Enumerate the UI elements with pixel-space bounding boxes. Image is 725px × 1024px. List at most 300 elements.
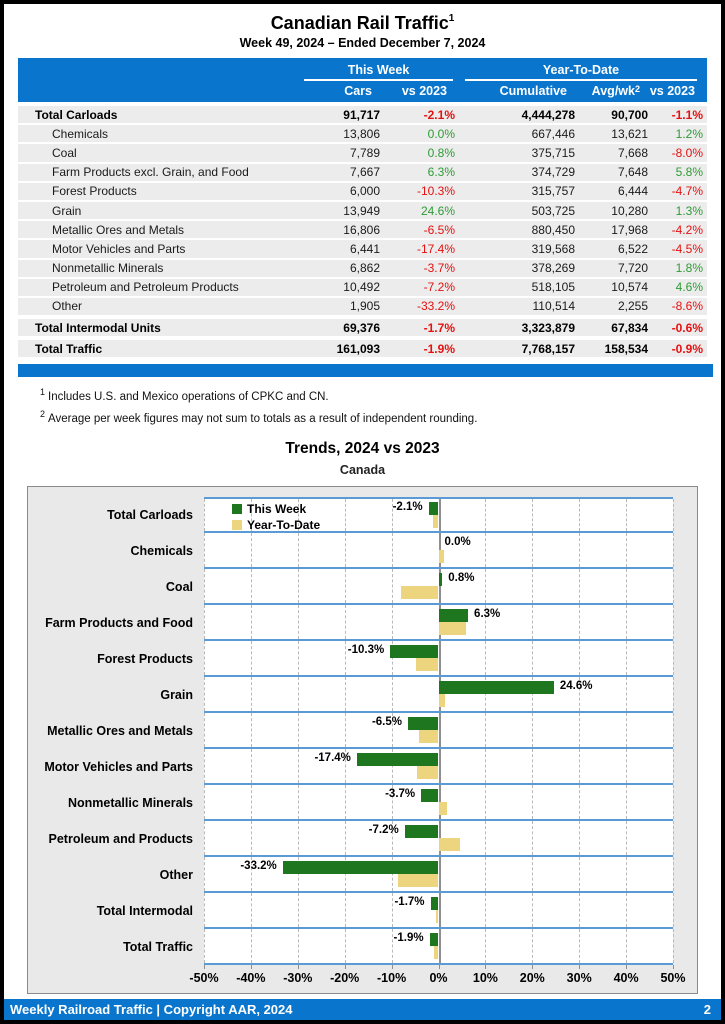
x-tick-label: -20% xyxy=(330,971,360,986)
gridline xyxy=(579,569,580,603)
gridline xyxy=(298,569,299,603)
chart-title: Trends, 2024 vs 2023 xyxy=(285,440,440,458)
row-label: Nonmetallic Minerals xyxy=(52,261,164,276)
gridline xyxy=(251,749,252,783)
cell-cumulative: 374,729 xyxy=(531,165,575,180)
gridline xyxy=(532,893,533,927)
chart-plot-cell xyxy=(204,713,673,749)
gridline xyxy=(204,713,205,747)
gridline xyxy=(345,533,346,567)
avg-wk-text: Avg/wk xyxy=(591,84,635,98)
cell-ytd-vs2023: -0.9% xyxy=(671,341,703,356)
row-label: Other xyxy=(52,299,83,314)
gridline xyxy=(532,785,533,819)
gridline xyxy=(392,929,393,963)
header-spacer xyxy=(18,63,256,81)
chart-category-label: Forest Products xyxy=(97,652,193,667)
table-body xyxy=(18,106,707,357)
cell-cars: 91,717 xyxy=(343,107,380,122)
gridline xyxy=(485,641,486,675)
gridline xyxy=(579,713,580,747)
cell-week-vs2023: -3.7% xyxy=(423,261,455,276)
table-row xyxy=(18,125,707,142)
cell-ytd-vs2023: -4.2% xyxy=(671,222,703,237)
gridline xyxy=(251,821,252,855)
gridline xyxy=(532,569,533,603)
trends-bar-chart xyxy=(27,486,698,994)
footnote-ref: 2 xyxy=(40,409,46,420)
cell-cumulative: 319,568 xyxy=(531,241,575,256)
bar-value-label: -10.3% xyxy=(347,644,385,657)
cell-cars: 7,667 xyxy=(349,165,380,180)
cell-cars: 13,949 xyxy=(343,203,380,218)
chart-plot-cell xyxy=(204,821,673,857)
gridline xyxy=(626,713,627,747)
cell-week-vs2023: 6.3% xyxy=(427,165,455,180)
gridline xyxy=(673,893,674,927)
gridline xyxy=(532,533,533,567)
cell-week-vs2023: -17.4% xyxy=(416,241,455,256)
gridline xyxy=(345,641,346,675)
gridline xyxy=(579,605,580,639)
column-header-week-vs2023: vs 2023 xyxy=(401,84,447,98)
zero-axis-line xyxy=(439,893,441,927)
chart-category-label: Farm Products and Food xyxy=(45,616,193,631)
cell-avg-wk: 67,834 xyxy=(611,320,648,335)
bar-this-week xyxy=(439,573,443,586)
cell-avg-wk: 7,648 xyxy=(617,165,648,180)
x-tick-mark xyxy=(626,965,627,969)
legend-label: Year-To-Date xyxy=(247,518,321,533)
bar-year-to-date xyxy=(439,802,447,815)
cell-cars: 1,905 xyxy=(349,299,380,314)
x-tick-mark xyxy=(204,965,205,969)
column-header-avg-wk xyxy=(575,84,648,98)
bar-this-week xyxy=(390,645,438,658)
gridline xyxy=(579,533,580,567)
gridline xyxy=(485,821,486,855)
chart-row xyxy=(28,677,697,713)
chart-category-label: Coal xyxy=(165,580,193,595)
legend-item xyxy=(232,502,320,516)
cell-cumulative: 667,446 xyxy=(531,126,575,141)
cell-avg-wk: 10,280 xyxy=(611,203,648,218)
chart-category-label: Total Carloads xyxy=(107,508,193,523)
table-header-groups xyxy=(18,63,707,81)
cell-cumulative: 3,323,879 xyxy=(521,320,575,335)
bar-this-week xyxy=(283,861,439,874)
gridline xyxy=(673,749,674,783)
gridline xyxy=(626,499,627,531)
cell-avg-wk: 158,534 xyxy=(604,341,648,356)
cell-week-vs2023: -7.2% xyxy=(423,280,455,295)
cell-cumulative: 503,725 xyxy=(531,203,575,218)
row-label: Chemicals xyxy=(52,126,109,141)
chart-row xyxy=(28,713,697,749)
cell-cumulative: 375,715 xyxy=(531,145,575,160)
bar-year-to-date xyxy=(433,515,438,528)
x-tick-mark xyxy=(251,965,252,969)
gridline xyxy=(626,893,627,927)
cell-avg-wk: 90,700 xyxy=(611,107,648,122)
bar-year-to-date xyxy=(419,730,439,743)
cell-ytd-vs2023: -4.5% xyxy=(671,241,703,256)
cell-avg-wk: 17,968 xyxy=(611,222,648,237)
chart-row xyxy=(28,569,697,605)
footnote-text: Includes U.S. and Mexico operations of CPKC and CN. xyxy=(48,391,329,404)
cell-cars: 7,789 xyxy=(349,145,380,160)
gridline xyxy=(345,569,346,603)
gridline xyxy=(673,605,674,639)
legend-label: This Week xyxy=(247,502,307,517)
gridline xyxy=(204,569,205,603)
chart-plot-cell xyxy=(204,749,673,785)
table-row xyxy=(18,298,707,315)
cell-cumulative: 4,444,278 xyxy=(521,107,575,122)
gridline xyxy=(626,641,627,675)
footnotes xyxy=(40,387,721,425)
page-title-text: Canadian Rail Traffic xyxy=(270,13,449,33)
gridline xyxy=(626,785,627,819)
footnote-ref: 1 xyxy=(40,387,46,398)
cell-cars: 10,492 xyxy=(343,280,380,295)
chart-plot-cell xyxy=(204,893,673,929)
chart-row xyxy=(28,929,697,965)
zero-axis-line xyxy=(439,857,441,891)
table-row xyxy=(18,240,707,257)
table-row xyxy=(18,340,707,357)
x-tick-label: 10% xyxy=(472,971,498,986)
table-column-headers xyxy=(18,84,707,98)
gridline xyxy=(579,785,580,819)
chart-category-label: Chemicals xyxy=(130,544,193,559)
zero-axis-line xyxy=(439,929,441,963)
chart-category-label: Metallic Ores and Metals xyxy=(47,724,193,739)
cell-ytd-vs2023: -0.6% xyxy=(671,320,703,335)
chart-subtitle: Canada xyxy=(339,463,386,478)
chart-plot-cell xyxy=(204,533,673,569)
cell-cumulative: 110,514 xyxy=(532,299,575,314)
cell-ytd-vs2023: 1.3% xyxy=(675,203,703,218)
bar-value-label: -3.7% xyxy=(385,788,416,801)
bar-this-week xyxy=(408,717,438,730)
gridline xyxy=(626,533,627,567)
column-header-cars: Cars xyxy=(344,84,372,98)
x-tick-mark xyxy=(532,965,533,969)
chart-category-label: Motor Vehicles and Parts xyxy=(44,760,193,775)
cell-week-vs2023: 24.6% xyxy=(420,203,455,218)
gridline xyxy=(532,641,533,675)
cell-avg-wk: 13,621 xyxy=(611,126,648,141)
gridline xyxy=(626,929,627,963)
gridline xyxy=(345,605,346,639)
gridline xyxy=(673,929,674,963)
table-row xyxy=(18,202,707,219)
gridline xyxy=(392,533,393,567)
cell-cars: 161,093 xyxy=(336,341,380,356)
chart-row xyxy=(28,893,697,929)
row-label: Farm Products excl. Grain, and Food xyxy=(52,165,249,180)
cell-avg-wk: 6,444 xyxy=(617,184,648,199)
zero-axis-line xyxy=(439,499,441,531)
gridline xyxy=(204,893,205,927)
bar-this-week xyxy=(405,825,439,838)
bar-year-to-date xyxy=(439,622,466,635)
gridline xyxy=(626,821,627,855)
chart-category-label: Petroleum and Products xyxy=(48,832,193,847)
page-number: 2 xyxy=(703,1002,711,1017)
bar-year-to-date xyxy=(398,874,438,887)
x-tick-label: 0% xyxy=(429,971,448,986)
bar-value-label: 24.6% xyxy=(559,680,593,693)
cell-week-vs2023: 0.0% xyxy=(427,126,455,141)
x-tick-label: -10% xyxy=(377,971,407,986)
cell-week-vs2023: -2.1% xyxy=(423,107,455,122)
gridline xyxy=(298,641,299,675)
gridline xyxy=(532,605,533,639)
gridline xyxy=(345,821,346,855)
gridline xyxy=(532,857,533,891)
row-label: Motor Vehicles and Parts xyxy=(52,241,186,256)
cell-cars: 6,441 xyxy=(349,241,380,256)
gridline xyxy=(392,569,393,603)
gridline xyxy=(485,713,486,747)
bar-year-to-date xyxy=(439,550,445,563)
gridline xyxy=(204,641,205,675)
gridline xyxy=(673,785,674,819)
chart-plot-cell xyxy=(204,569,673,605)
chart-row xyxy=(28,605,697,641)
row-label: Grain xyxy=(52,203,82,218)
table-row xyxy=(18,279,707,296)
gridline xyxy=(251,533,252,567)
cell-ytd-vs2023: 4.6% xyxy=(675,280,703,295)
gridline xyxy=(298,893,299,927)
gridline xyxy=(298,605,299,639)
table-row xyxy=(18,106,707,123)
gridline xyxy=(345,713,346,747)
gridline xyxy=(532,821,533,855)
table-row xyxy=(18,319,707,336)
gridline xyxy=(345,499,346,531)
cell-cumulative: 518,105 xyxy=(531,280,575,295)
zero-axis-line xyxy=(439,749,441,783)
cell-week-vs2023: -6.5% xyxy=(423,222,455,237)
cell-ytd-vs2023: 1.8% xyxy=(675,261,703,276)
page-footer xyxy=(4,999,721,1020)
chart-rows xyxy=(28,497,697,965)
gridline xyxy=(626,677,627,711)
cell-ytd-vs2023: 1.2% xyxy=(675,126,703,141)
table-row xyxy=(18,164,707,181)
gridline xyxy=(532,713,533,747)
gridline xyxy=(673,677,674,711)
bar-year-to-date xyxy=(416,658,438,671)
gridline xyxy=(298,785,299,819)
title-block xyxy=(4,4,721,50)
gridline xyxy=(204,929,205,963)
cell-week-vs2023: -33.2% xyxy=(416,299,455,314)
gridline xyxy=(626,857,627,891)
table-header xyxy=(18,58,707,102)
row-label: Total Intermodal Units xyxy=(35,320,161,335)
row-label: Petroleum and Petroleum Products xyxy=(52,280,239,295)
cell-ytd-vs2023: -4.7% xyxy=(671,184,703,199)
gridline xyxy=(204,533,205,567)
bar-this-week xyxy=(431,897,439,910)
chart-plot-cell xyxy=(204,857,673,893)
gridline xyxy=(251,605,252,639)
traffic-table xyxy=(18,58,707,357)
title-footnote-ref: 1 xyxy=(448,13,455,24)
gridline xyxy=(204,677,205,711)
gridline xyxy=(251,929,252,963)
gridline xyxy=(485,533,486,567)
bar-year-to-date xyxy=(434,946,438,959)
cell-avg-wk: 2,255 xyxy=(617,299,648,314)
bar-this-week xyxy=(439,609,469,622)
cell-cumulative: 7,768,157 xyxy=(521,341,575,356)
gridline xyxy=(579,893,580,927)
bar-this-week xyxy=(421,789,438,802)
x-tick-label: 30% xyxy=(566,971,592,986)
gridline xyxy=(251,785,252,819)
legend-swatch-year-to-date xyxy=(232,520,242,530)
cell-avg-wk: 6,522 xyxy=(617,241,648,256)
cell-avg-wk: 10,574 xyxy=(611,280,648,295)
bar-this-week xyxy=(430,933,439,946)
gridline xyxy=(251,569,252,603)
x-tick-mark xyxy=(392,965,393,969)
bar-value-label: -2.1% xyxy=(392,501,423,514)
group-this-week-label: This Week xyxy=(304,63,453,81)
row-label: Metallic Ores and Metals xyxy=(52,222,185,237)
gridline xyxy=(204,499,205,531)
bar-value-label: -7.2% xyxy=(368,824,399,837)
gridline xyxy=(673,569,674,603)
bar-this-week xyxy=(429,502,439,515)
cell-avg-wk: 7,668 xyxy=(617,145,648,160)
chart-category-label: Total Traffic xyxy=(123,940,193,955)
table-row xyxy=(18,144,707,161)
bar-year-to-date xyxy=(417,766,438,779)
chart-legend xyxy=(232,502,320,534)
bar-this-week xyxy=(439,681,554,694)
gridline xyxy=(251,677,252,711)
gridline xyxy=(532,929,533,963)
gridline xyxy=(251,641,252,675)
chart-plot-cell xyxy=(204,497,673,533)
gridline xyxy=(345,893,346,927)
chart-plot-cell xyxy=(204,605,673,641)
group-year-to-date-label: Year-To-Date xyxy=(465,63,697,81)
x-tick-label: -50% xyxy=(189,971,219,986)
bar-value-label: -1.9% xyxy=(393,932,424,945)
cell-ytd-vs2023: -1.1% xyxy=(671,107,703,122)
cell-cars: 69,376 xyxy=(343,320,380,335)
x-tick-mark xyxy=(579,965,580,969)
gridline xyxy=(673,821,674,855)
x-tick-label: 40% xyxy=(613,971,639,986)
table-row xyxy=(18,183,707,200)
cell-cars: 6,862 xyxy=(349,261,380,276)
x-tick-mark xyxy=(673,965,674,969)
gridline xyxy=(579,857,580,891)
bar-year-to-date xyxy=(439,694,445,707)
gridline xyxy=(485,785,486,819)
gridline xyxy=(251,713,252,747)
gridline xyxy=(298,821,299,855)
legend-item xyxy=(232,518,320,532)
cell-avg-wk: 7,720 xyxy=(617,261,648,276)
gridline xyxy=(298,533,299,567)
gridline xyxy=(392,605,393,639)
chart-category-label: Total Intermodal xyxy=(96,904,193,919)
gridline xyxy=(673,641,674,675)
gridline xyxy=(298,749,299,783)
gridline xyxy=(532,749,533,783)
cell-week-vs2023: -1.9% xyxy=(423,341,455,356)
gridline xyxy=(392,677,393,711)
gridline xyxy=(298,677,299,711)
gridline xyxy=(204,821,205,855)
cell-cumulative: 880,450 xyxy=(531,222,575,237)
chart-x-axis xyxy=(189,965,686,991)
gridline xyxy=(485,499,486,531)
x-tick-mark xyxy=(485,965,486,969)
gridline xyxy=(579,641,580,675)
gridline xyxy=(298,713,299,747)
gridline xyxy=(204,857,205,891)
cell-cars: 16,806 xyxy=(343,222,380,237)
bar-value-label: 6.3% xyxy=(474,608,501,621)
gridline xyxy=(485,749,486,783)
x-tick-mark xyxy=(345,965,346,969)
separator-band xyxy=(18,364,713,377)
row-label: Coal xyxy=(52,145,77,160)
legend-swatch-this-week xyxy=(232,504,242,514)
cell-cumulative: 378,269 xyxy=(531,261,575,276)
cell-ytd-vs2023: 5.8% xyxy=(675,165,703,180)
cell-cars: 13,806 xyxy=(343,126,380,141)
chart-row xyxy=(28,641,697,677)
chart-plot-cell xyxy=(204,929,673,965)
gridline xyxy=(345,677,346,711)
gridline xyxy=(626,569,627,603)
group-year-to-date xyxy=(455,63,703,81)
x-tick-label: 20% xyxy=(519,971,545,986)
chart-plot-cell xyxy=(204,785,673,821)
cell-ytd-vs2023: -8.0% xyxy=(671,145,703,160)
chart-row xyxy=(28,785,697,821)
gridline xyxy=(579,749,580,783)
bar-value-label: -33.2% xyxy=(240,860,277,873)
page-title xyxy=(271,13,455,34)
header-spacer xyxy=(18,84,256,98)
bar-value-label: -17.4% xyxy=(314,752,351,765)
cell-cars: 6,000 xyxy=(349,184,380,199)
column-header-cumulative: Cumulative xyxy=(499,84,567,98)
x-tick-label: 50% xyxy=(660,971,686,986)
chart-row xyxy=(28,533,697,569)
gridline xyxy=(485,893,486,927)
bar-value-label: 0.0% xyxy=(444,536,471,549)
cell-cumulative: 315,757 xyxy=(531,184,575,199)
gridline xyxy=(673,857,674,891)
footer-text: Weekly Railroad Traffic | Copyright AAR, 2024 xyxy=(10,1002,293,1017)
footnote xyxy=(40,409,721,425)
gridline xyxy=(204,749,205,783)
